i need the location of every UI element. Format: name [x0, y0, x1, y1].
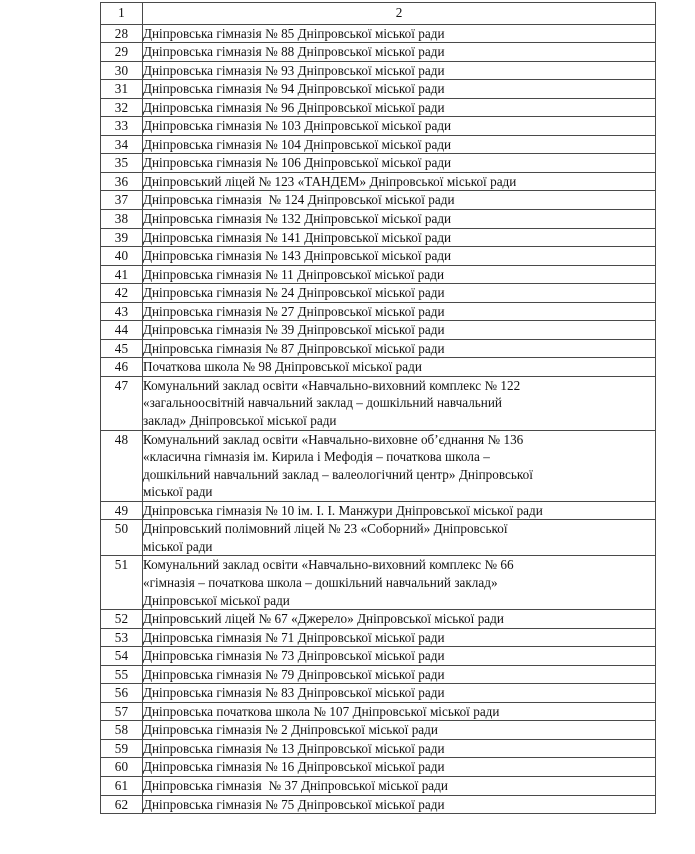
table-row [101, 321, 656, 340]
institution-name-cell [143, 702, 656, 721]
row-index-cell: 48 [101, 430, 143, 501]
institution-name-cell [143, 284, 656, 303]
row-index-cell: 56 [101, 684, 143, 703]
table-row [101, 520, 656, 556]
institution-name-line: Дніпровська гімназія № 11 Дніпровської міської ради [143, 266, 445, 282]
institution-name-line: Дніпровська гімназія № 37 Дніпровської міської ради [143, 777, 448, 793]
row-index-cell: 61 [101, 776, 143, 795]
institution-name-line: Дніпровська гімназія № 24 Дніпровської міської ради [143, 285, 445, 301]
row-index-cell: 62 [101, 795, 143, 814]
institution-name-line: Дніпровська гімназія № 143 Дніпровської міської ради [143, 248, 452, 264]
institution-name-line: Комунальний заклад освіти «Навчально-виховне об’єднання № 136 [143, 431, 524, 447]
table-row [101, 210, 656, 229]
institution-name-cell [143, 610, 656, 629]
institution-name-cell [143, 520, 656, 556]
row-index-cell: 33 [101, 117, 143, 136]
row-index-cell: 51 [101, 556, 143, 610]
table-row [101, 61, 656, 80]
table-row [101, 702, 656, 721]
table-row [101, 172, 656, 191]
institution-name-line: Дніпровська гімназія № 71 Дніпровської міської ради [143, 629, 445, 645]
row-index-cell: 39 [101, 228, 143, 247]
table-row [101, 80, 656, 99]
row-index-cell: 34 [101, 135, 143, 154]
institution-name-line: заклад» Дніпровської міської ради [143, 413, 337, 429]
row-index-cell: 50 [101, 520, 143, 556]
table-row [101, 302, 656, 321]
row-index-cell: 40 [101, 247, 143, 266]
institution-name-cell [143, 191, 656, 210]
institution-name-cell [143, 98, 656, 117]
table-row [101, 628, 656, 647]
institution-name-line: Комунальний заклад освіти «Навчально-виховний комплекс № 122 [143, 377, 521, 393]
institution-name-cell [143, 172, 656, 191]
row-index-cell: 35 [101, 154, 143, 173]
institution-name-cell [143, 776, 656, 795]
table-row [101, 43, 656, 62]
row-index-cell: 30 [101, 61, 143, 80]
table-row [101, 776, 656, 795]
institution-name-cell [143, 758, 656, 777]
institution-name-line: Дніпровська гімназія № 141 Дніпровської міської ради [143, 229, 452, 245]
table-row [101, 135, 656, 154]
institution-name-cell [143, 647, 656, 666]
institution-name-cell [143, 684, 656, 703]
institution-name-line: «класична гімназія ім. Кирила і Мефодія – початкова школа – [143, 449, 490, 465]
table-row [101, 117, 656, 136]
table-row [101, 265, 656, 284]
row-index-cell: 38 [101, 210, 143, 229]
institution-name-line: Дніпровська гімназія № 103 Дніпровської міської ради [143, 118, 452, 134]
institution-name-cell [143, 628, 656, 647]
institution-name-line: Дніпровська гімназія № 104 Дніпровської міської ради [143, 136, 452, 152]
institution-name-line: Початкова школа № 98 Дніпровської міської ради [143, 359, 422, 375]
table-row [101, 610, 656, 629]
institution-name-cell [143, 24, 656, 43]
institution-name-cell [143, 556, 656, 610]
institution-name-line: Дніпровська гімназія № 88 Дніпровської міської ради [143, 44, 445, 60]
institution-name-line: Дніпровська гімназія № 83 Дніпровської міської ради [143, 685, 445, 701]
institution-name-line: Дніпровська гімназія № 75 Дніпровської міської ради [143, 796, 445, 812]
table-row [101, 795, 656, 814]
institution-name-cell [143, 117, 656, 136]
institution-name-line: Дніпровська гімназія № 94 Дніпровської міської ради [143, 81, 445, 97]
institution-name-line: Дніпровський полімовний ліцей № 23 «Соборний» Дніпровської [143, 521, 508, 537]
institution-name-line: Дніпровська гімназія № 96 Дніпровської міської ради [143, 99, 445, 115]
column-header-index: 1 [101, 3, 143, 25]
institution-name-line: дошкільний навчальний заклад – валеологічний центр» Дніпровської [143, 466, 533, 482]
institution-name-line: Дніпровська гімназія № 73 Дніпровської міської ради [143, 648, 445, 664]
row-index-cell: 44 [101, 321, 143, 340]
row-index-cell: 54 [101, 647, 143, 666]
institution-name-line: Дніпровська гімназія № 93 Дніпровської міської ради [143, 62, 445, 78]
institution-name-cell [143, 43, 656, 62]
institution-name-cell [143, 228, 656, 247]
row-index-cell: 46 [101, 358, 143, 377]
table-row [101, 339, 656, 358]
institution-name-line: Дніпровської міської ради [143, 592, 290, 608]
institution-name-cell [143, 665, 656, 684]
institution-name-line: Дніпровська гімназія № 13 Дніпровської міської ради [143, 740, 445, 756]
table-row [101, 358, 656, 377]
institution-name-line: Дніпровська гімназія № 87 Дніпровської міської ради [143, 340, 445, 356]
table-row [101, 721, 656, 740]
institution-name-cell [143, 154, 656, 173]
row-index-cell: 52 [101, 610, 143, 629]
institution-name-line: Дніпровська початкова школа № 107 Дніпровської міської ради [143, 703, 500, 719]
table-row [101, 247, 656, 266]
institution-name-line: Дніпровський ліцей № 67 «Джерело» Дніпровської міської ради [143, 611, 504, 627]
row-index-cell: 42 [101, 284, 143, 303]
table-row [101, 647, 656, 666]
institution-name-cell [143, 501, 656, 520]
institution-name-line: Дніпровська гімназія № 79 Дніпровської міської ради [143, 666, 445, 682]
table-row [101, 376, 656, 430]
institution-name-cell [143, 80, 656, 99]
row-index-cell: 60 [101, 758, 143, 777]
institution-name-cell [143, 358, 656, 377]
institution-name-cell [143, 739, 656, 758]
row-index-cell: 47 [101, 376, 143, 430]
institution-name-cell [143, 721, 656, 740]
institution-name-line: «гімназія – початкова школа – дошкільний навчальний заклад» [143, 574, 498, 590]
row-index-cell: 58 [101, 721, 143, 740]
institution-name-cell [143, 376, 656, 430]
institution-name-cell [143, 321, 656, 340]
row-index-cell: 28 [101, 24, 143, 43]
table-row [101, 154, 656, 173]
institution-name-cell [143, 795, 656, 814]
institution-name-line: Дніпровська гімназія № 85 Дніпровської міської ради [143, 25, 445, 41]
row-index-cell: 59 [101, 739, 143, 758]
row-index-cell: 55 [101, 665, 143, 684]
institution-name-cell [143, 135, 656, 154]
institution-name-cell [143, 339, 656, 358]
institution-name-line: Дніпровська гімназія № 124 Дніпровської міської ради [143, 192, 455, 208]
institution-name-line: Дніпровський ліцей № 123 «ТАНДЕМ» Дніпровської міської ради [143, 173, 517, 189]
column-header-name: 2 [143, 3, 656, 25]
table-row [101, 284, 656, 303]
table-row [101, 758, 656, 777]
institution-name-line: Дніпровська гімназія № 2 Дніпровської міської ради [143, 722, 438, 738]
table-row [101, 98, 656, 117]
row-index-cell: 43 [101, 302, 143, 321]
institution-name-line: Дніпровська гімназія № 10 ім. І. І. Манжури Дніпровської міської ради [143, 502, 543, 518]
institution-name-line: «загальноосвітній навчальний заклад – дошкільний навчальний [143, 395, 502, 411]
table-row [101, 191, 656, 210]
institution-name-line: міської ради [143, 484, 213, 500]
table-row [101, 501, 656, 520]
institution-name-cell [143, 430, 656, 501]
row-index-cell: 31 [101, 80, 143, 99]
institution-name-line: Комунальний заклад освіти «Навчально-виховний комплекс № 66 [143, 557, 514, 573]
row-index-cell: 53 [101, 628, 143, 647]
table-row [101, 684, 656, 703]
institutions-table [100, 2, 656, 814]
row-index-cell: 41 [101, 265, 143, 284]
institution-name-cell [143, 265, 656, 284]
table-row [101, 665, 656, 684]
table-row [101, 228, 656, 247]
table-row [101, 24, 656, 43]
institution-name-line: Дніпровська гімназія № 106 Дніпровської міської ради [143, 155, 452, 171]
institution-name-cell [143, 302, 656, 321]
institution-name-line: Дніпровська гімназія № 27 Дніпровської міської ради [143, 303, 445, 319]
table-header-row [101, 3, 656, 25]
row-index-cell: 45 [101, 339, 143, 358]
institution-name-line: Дніпровська гімназія № 39 Дніпровської міської ради [143, 322, 445, 338]
row-index-cell: 29 [101, 43, 143, 62]
table-body [101, 3, 656, 814]
row-index-cell: 57 [101, 702, 143, 721]
row-index-cell: 36 [101, 172, 143, 191]
institution-name-cell [143, 61, 656, 80]
institution-name-line: міської ради [143, 538, 213, 554]
institution-name-cell [143, 247, 656, 266]
table-row [101, 430, 656, 501]
institution-name-cell [143, 210, 656, 229]
table-row [101, 739, 656, 758]
row-index-cell: 32 [101, 98, 143, 117]
table-row [101, 556, 656, 610]
institution-name-line: Дніпровська гімназія № 132 Дніпровської міської ради [143, 211, 452, 227]
row-index-cell: 49 [101, 501, 143, 520]
row-index-cell: 37 [101, 191, 143, 210]
institution-name-line: Дніпровська гімназія № 16 Дніпровської міської ради [143, 759, 445, 775]
